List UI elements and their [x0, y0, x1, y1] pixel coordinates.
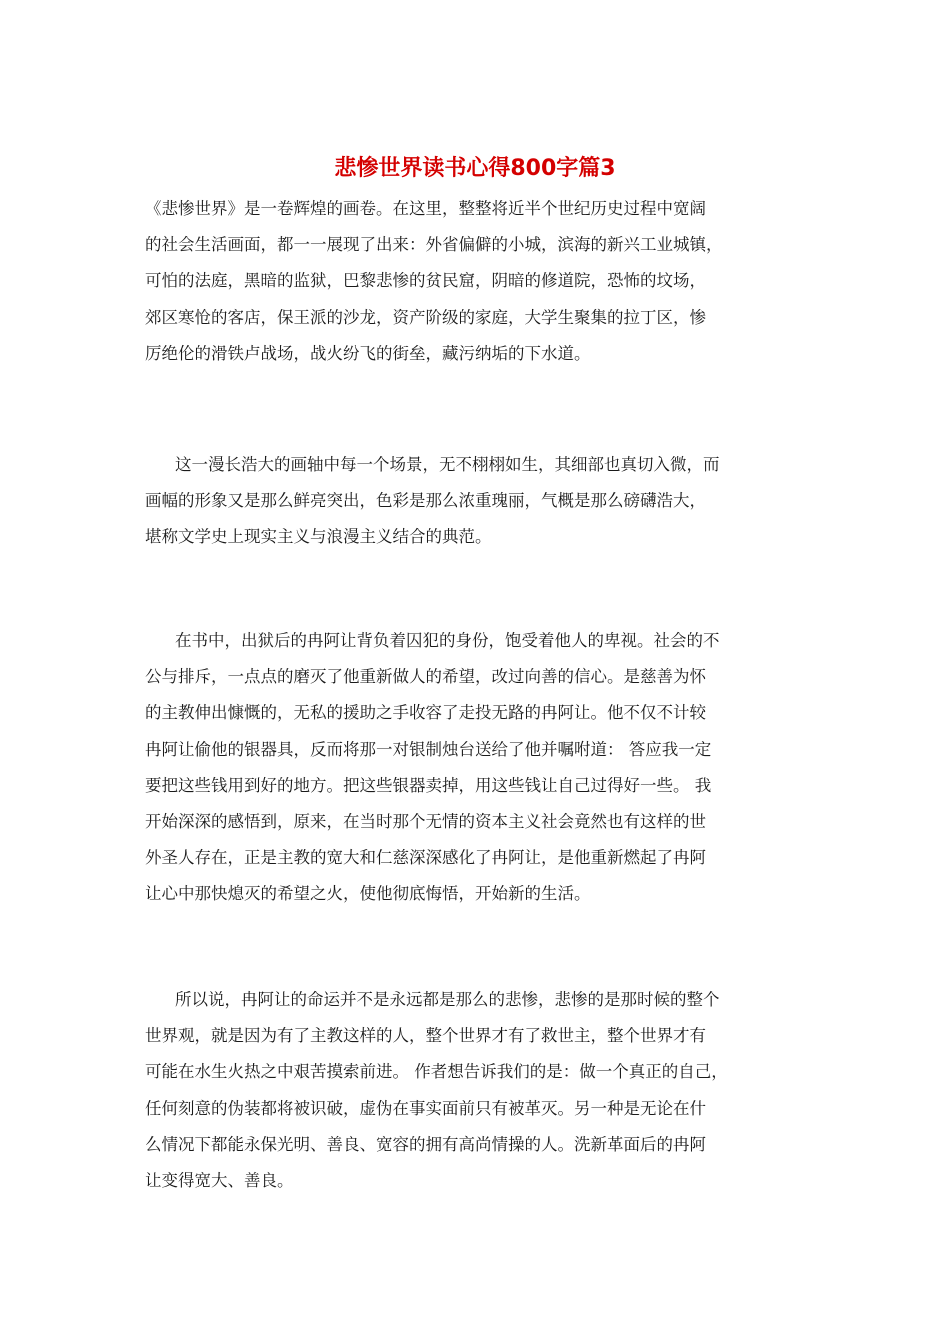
- paragraph-1: [145, 191, 815, 372]
- paragraph-line: 这一漫长浩大的画轴中每一个场景，无不栩栩如生，其细部也真切入微，而: [175, 455, 720, 474]
- paragraph-line: 画幅的形象又是那么鲜亮突出，色彩是那么浓重瑰丽，气概是那么磅礴浩大，: [145, 491, 706, 511]
- paragraph-line: 可能在水生火热之中艰苦摸索前进。 作者想告诉我们的是：做一个真正的自己，: [145, 1062, 728, 1082]
- paragraph-4: [145, 982, 815, 1199]
- paragraph-2: [145, 447, 815, 556]
- document-title: 悲惨世界读书心得800字篇3: [334, 156, 616, 181]
- paragraph-line: 厉绝伦的滑铁卢战场，战火纷飞的街垒，藏污纳垢的下水道。: [145, 343, 591, 363]
- paragraph-line: 堪称文学史上现实主义与浪漫主义结合的典范。: [145, 527, 492, 547]
- paragraph-line: 公与排斥，一点点的磨灭了他重新做人的希望，改过向善的信心。是慈善为怀: [145, 667, 706, 687]
- paragraph-line: 要把这些钱用到好的地方。把这些银器卖掉，用这些钱让自己过得好一些。 我: [145, 775, 712, 795]
- paragraph-line: 世界观，就是因为有了主教这样的人，整个世界才有了救世主，整个世界才有: [145, 1026, 706, 1046]
- paragraph-3: [145, 623, 815, 913]
- paragraph-line: 开始深深的感悟到，原来，在当时那个无情的资本主义社会竟然也有这样的世: [145, 811, 706, 831]
- paragraph-line: 冉阿让偷他的银器具，反而将那一对银制烛台送给了他并嘱咐道： 答应我一定: [145, 739, 712, 759]
- paragraph-line: 的社会生活画面，都一一展现了出来：外省偏僻的小城，滨海的新兴工业城镇，: [145, 235, 723, 255]
- paragraph-line: 么情况下都能永保光明、善良、宽容的拥有高尚情操的人。洗新革面后的冉阿: [145, 1134, 706, 1154]
- paragraph-line: 任何刻意的伪装都将被识破，虚伪在事实面前只有被革灭。另一种是无论在什: [145, 1098, 706, 1118]
- paragraph-line: 《悲惨世界》是一卷辉煌的画卷。在这里，整整将近半个世纪历史过程中宽阔: [145, 199, 706, 218]
- paragraph-line: 郊区寒怆的客店，保王派的沙龙，资产阶级的家庭，大学生聚集的拉丁区，惨: [145, 307, 706, 327]
- paragraph-line: 所以说，冉阿让的命运并不是永远都是那么的悲惨，悲惨的是那时候的整个: [175, 990, 720, 1009]
- paragraph-line: 让变得宽大、善良。: [145, 1170, 294, 1190]
- paragraph-line: 让心中那快熄灭的希望之火，使他彻底悔悟，开始新的生活。: [145, 884, 591, 904]
- paragraph-line: 外圣人存在，正是主教的宽大和仁慈深深感化了冉阿让，是他重新燃起了冉阿: [145, 848, 706, 868]
- paragraph-line: 的主教伸出慷慨的，无私的援助之手收容了走投无路的冉阿让。他不仅不计较: [145, 703, 706, 723]
- paragraph-line: 可怕的法庭，黑暗的监狱，巴黎悲惨的贫民窟，阴暗的修道院，恐怖的坟场，: [145, 271, 706, 291]
- paragraph-line: 在书中，出狱后的冉阿让背负着囚犯的身份，饱受着他人的卑视。社会的不: [175, 631, 720, 650]
